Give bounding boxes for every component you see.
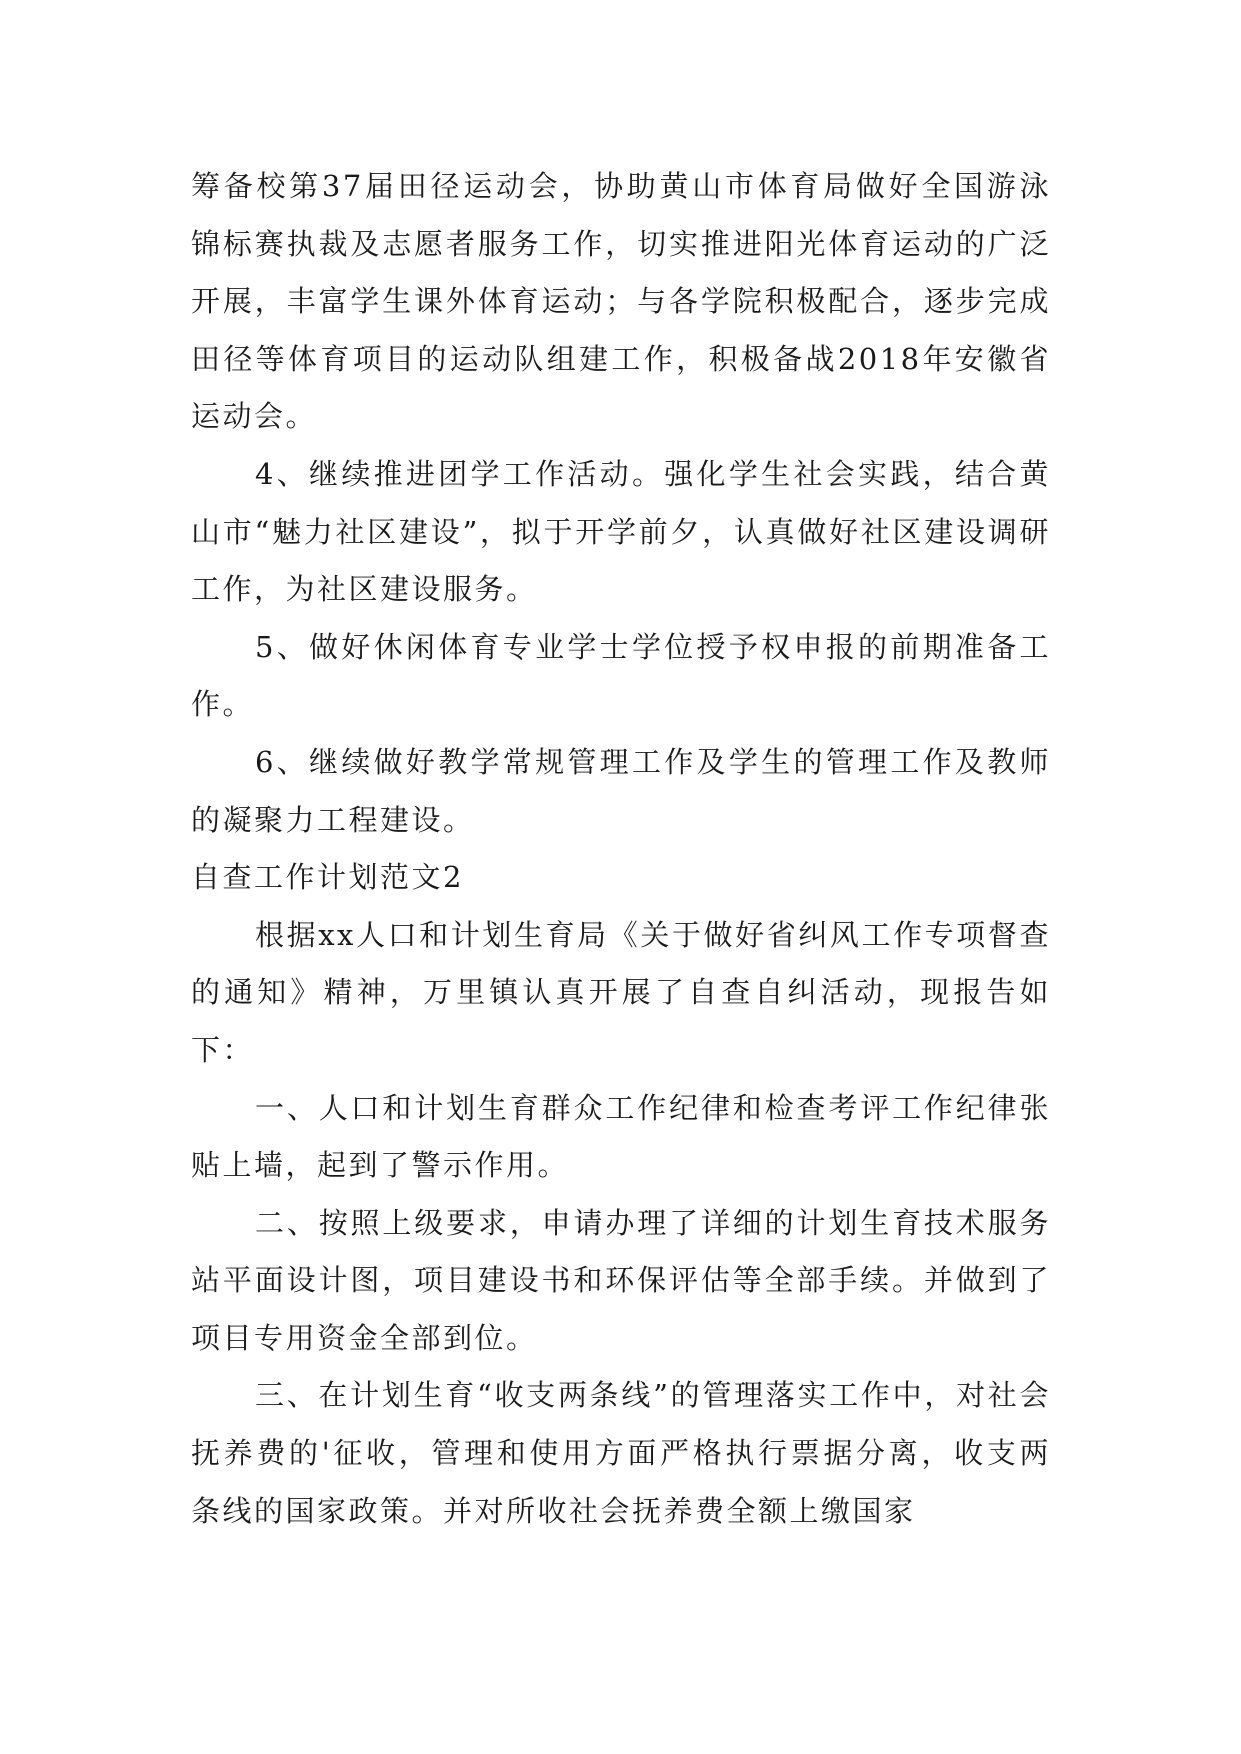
section-heading: 自查工作计划范文2 — [191, 860, 464, 895]
paragraph-item-4: 4、继续推进团学工作活动。强化学生社会实践，结合黄山市“魅力社区建设”，拟于开学前夕，认真做好社区建设调研工作，为社区建设服务。 — [191, 456, 1051, 607]
paragraph-item-5: 5、做好休闲体育专业学士学位授予权申报的前期准备工作。 — [191, 629, 1051, 722]
document-body — [191, 158, 1051, 1540]
paragraph-point-1: 一、人口和计划生育群众工作纪律和检查考评工作纪律张贴上墙，起到了警示作用。 — [191, 1090, 1051, 1183]
paragraph-intro: 根据xx人口和计划生育局《关于做好省纠风工作专项督查的通知》精神，万里镇认真开展了自查自纠活动，现报告如下： — [191, 917, 1051, 1067]
paragraph-item-6: 6、继续做好教学常规管理工作及学生的管理工作及教师的凝聚力工程建设。 — [191, 744, 1051, 837]
paragraph-point-2: 二、按照上级要求，申请办理了详细的计划生育技术服务站平面设计图，项目建设书和环保评估等全部手续。并做到了项目专用资金全部到位。 — [191, 1205, 1051, 1355]
paragraph-point-3: 三、在计划生育“收支两条线”的管理落实工作中，对社会抚养费的'征收，管理和使用方面严格执行票据分离，收支两条线的国家政策。并对所收社会抚养费全额上缴国家 — [191, 1378, 1051, 1528]
paragraph-continuation: 筹备校第37届田径运动会，协助黄山市体育局做好全国游泳锦标赛执裁及志愿者服务工作，切实推进阳光体育运动的广泛开展，丰富学生课外体育运动；与各学院积极配合，逐步完成田径等体育项目的运动队组建工作，积极备战2018年安徽省运动会。 — [191, 169, 1051, 434]
